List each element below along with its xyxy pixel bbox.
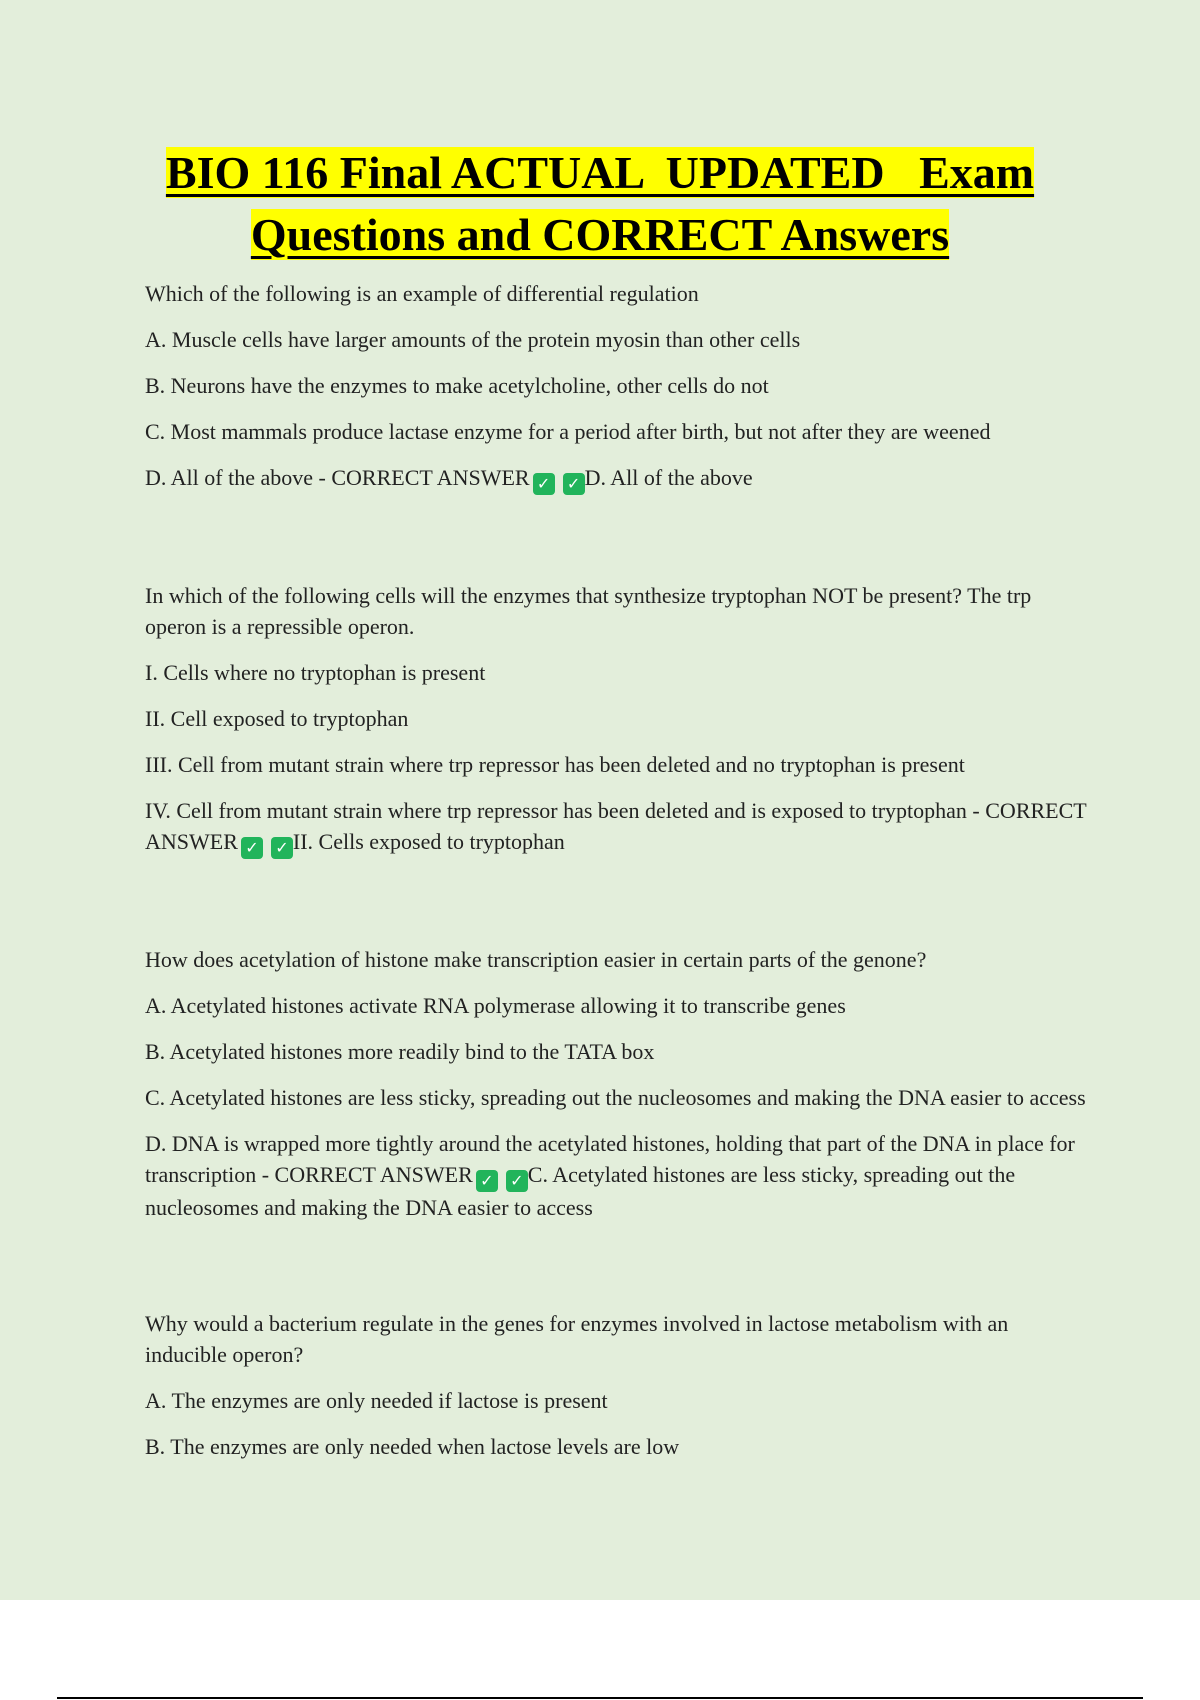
question-text: Why would a bacterium regulate in the genes for enzymes involved in lactose metabolism with an inducible operon?: [145, 1311, 1009, 1367]
option-a: A. Muscle cells have larger amounts of the protein myosin than other cells: [145, 327, 801, 352]
check-box-icon: ✓: [506, 1170, 528, 1192]
document-body: [145, 278, 1090, 1547]
question-block-1: [145, 278, 1090, 495]
option-b: B. Acetylated histones more readily bind to the TATA box: [145, 1039, 655, 1064]
check-box-icon: ✓: [533, 473, 555, 495]
document-title: [0, 142, 1200, 266]
question-block-2: [145, 580, 1090, 859]
check-box-icon: ✓: [241, 837, 263, 859]
option-iv: IV. Cell from mutant strain where trp repressor has been deleted and is exposed to tryptophan - CORRECT ANSWER: [145, 798, 1087, 854]
question-text: In which of the following cells will the enzymes that synthesize tryptophan NOT be present? The trp operon is a repressible operon.: [145, 583, 1032, 639]
correct-answer: C. Acetylated histones are less sticky, spreading out the nucleosomes and making the DNA easier to access: [145, 1162, 1016, 1220]
option-d: D. DNA is wrapped more tightly around the acetylated histones, holding that part of the DNA in place for transcription - CORRECT ANSWER: [145, 1131, 1075, 1187]
option-iv-with-answer: [145, 795, 1090, 859]
option-b: B. Neurons have the enzymes to make acetylcholine, other cells do not: [145, 373, 769, 398]
correct-answer: D. All of the above: [584, 465, 753, 490]
option-b: B. The enzymes are only needed when lactose levels are low: [145, 1434, 680, 1459]
correct-answer: II. Cells exposed to tryptophan: [292, 829, 565, 854]
question-text: Which of the following is an example of differential regulation: [145, 281, 699, 306]
check-box-icon: ✓: [271, 837, 293, 859]
option-d-with-answer: [145, 462, 1090, 495]
option-a: A. Acetylated histones activate RNA polymerase allowing it to transcribe genes: [145, 993, 846, 1018]
question-block-4: [145, 1308, 1090, 1462]
option-c: C. Acetylated histones are less sticky, spreading out the nucleosomes and making the DNA easier to access: [145, 1085, 1086, 1110]
check-box-icon: ✓: [563, 473, 585, 495]
question-block-3: [145, 944, 1090, 1223]
title-line-1: BIO 116 Final ACTUAL UPDATED Exam: [165, 147, 1035, 198]
option-ii: II. Cell exposed to tryptophan: [145, 706, 409, 731]
page-divider: [57, 1697, 1143, 1699]
option-i: I. Cells where no tryptophan is present: [145, 660, 486, 685]
check-box-icon: ✓: [476, 1170, 498, 1192]
title-line-2: Questions and CORRECT Answers: [250, 209, 950, 260]
option-c: C. Most mammals produce lactase enzyme for a period after birth, but not after they are weened: [145, 419, 991, 444]
question-text: How does acetylation of histone make transcription easier in certain parts of the genone?: [145, 947, 927, 972]
option-d: D. All of the above - CORRECT ANSWER: [145, 465, 530, 490]
option-a: A. The enzymes are only needed if lactose is present: [145, 1388, 608, 1413]
option-d-with-answer: [145, 1128, 1090, 1223]
option-iii: III. Cell from mutant strain where trp repressor has been deleted and no tryptophan is present: [145, 752, 965, 777]
